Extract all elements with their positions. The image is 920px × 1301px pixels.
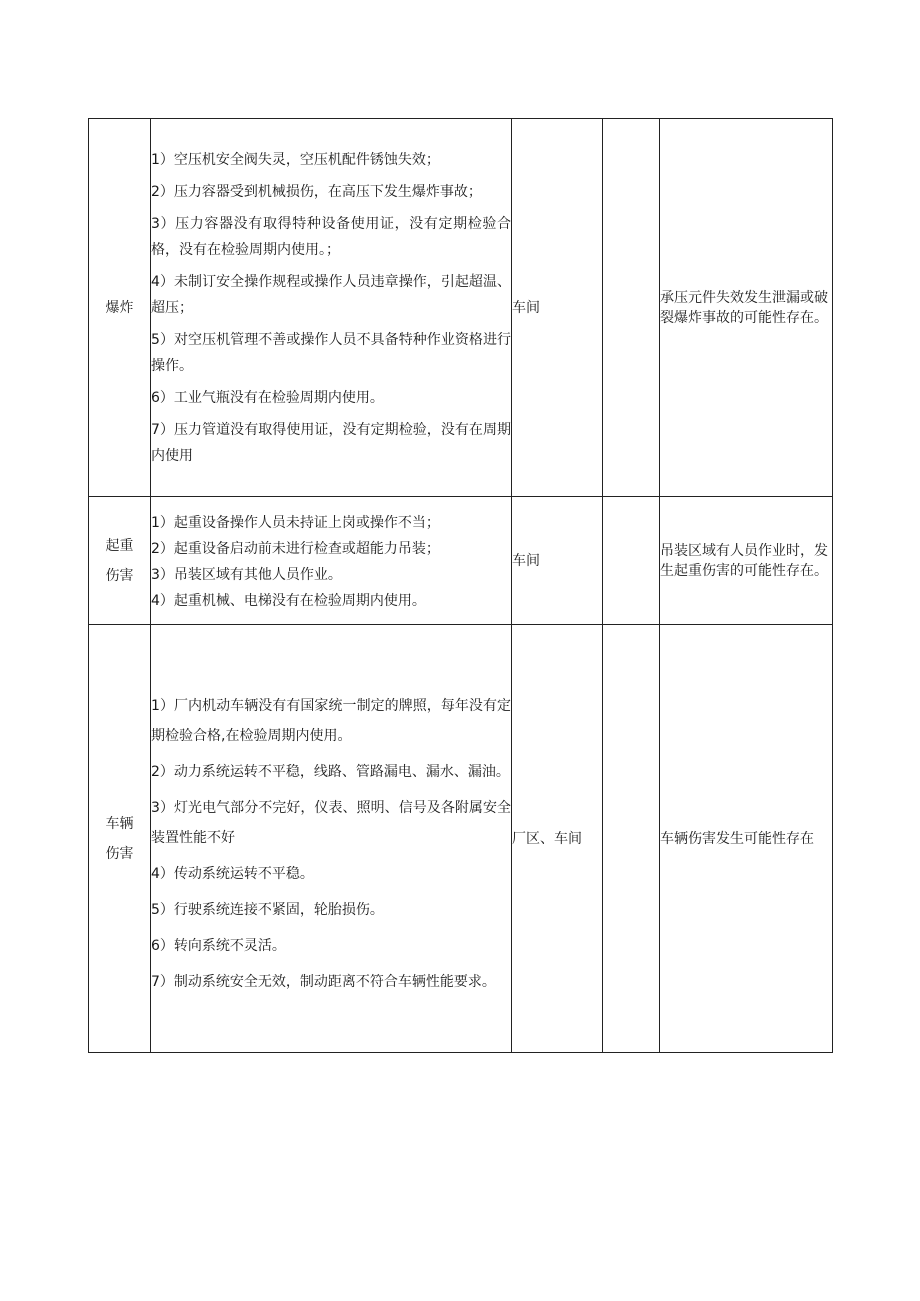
- cause-item: 3）吊装区域有其他人员作业。: [151, 567, 342, 583]
- hazard-result: 车辆伤害发生可能性存在: [660, 625, 833, 1053]
- cause-item: 7）压力管道没有取得使用证，没有定期检验，没有在周期内使用: [151, 421, 511, 464]
- cause-item: 2）压力容器受到机械损伤，在高压下发生爆炸事故；: [151, 183, 482, 200]
- hazard-location: 厂区、车间: [512, 625, 603, 1053]
- cause-item: 5）行驶系统连接不紧固，轮胎损伤。: [151, 901, 384, 918]
- cause-item: 4）未制订安全操作规程或操作人员违章操作，引起超温、超压；: [151, 273, 511, 316]
- table-row: [89, 497, 833, 625]
- cause-item: 1）空压机安全阀失灵，空压机配件锈蚀失效；: [151, 151, 440, 168]
- hazard-type: 起重伤害: [105, 537, 134, 584]
- blank-cell: [603, 625, 660, 1053]
- hazard-result: 吊装区域有人员作业时，发生起重伤害的可能性存在。: [660, 497, 833, 625]
- hazard-type-cell: [89, 497, 151, 625]
- hazard-table: [88, 118, 833, 1053]
- hazard-causes-cell: [151, 119, 512, 497]
- hazard-location: 车间: [512, 497, 603, 625]
- hazard-causes-cell: [151, 625, 512, 1053]
- cause-item: 6）工业气瓶没有在检验周期内使用。: [151, 389, 384, 406]
- blank-cell: [603, 497, 660, 625]
- blank-cell: [603, 119, 660, 497]
- cause-item: 3）压力容器没有取得特种设备使用证，没有定期检验合格，没有在检验周期内使用。；: [151, 215, 511, 258]
- cause-item: 7）制动系统安全无效，制动距离不符合车辆性能要求。: [151, 973, 496, 990]
- cause-item: 5）对空压机管理不善或操作人员不具备特种作业资格进行操作。: [151, 331, 511, 374]
- cause-item: 3）灯光电气部分不完好，仪表、照明、信号及各附属安全装置性能不好: [151, 799, 511, 846]
- hazard-type-cell: [89, 119, 151, 497]
- table-row: [89, 119, 833, 497]
- hazard-result: 承压元件失效发生泄漏或破裂爆炸事故的可能性存在。: [660, 119, 833, 497]
- cause-item: 1）厂内机动车辆没有有国家统一制定的牌照，每年没有定期检验合格,在检验周期内使用。: [151, 697, 511, 744]
- cause-item: 4）起重机械、电梯没有在检验周期内使用。: [151, 593, 426, 609]
- hazard-location: 车间: [512, 119, 603, 497]
- hazard-causes-cell: [151, 497, 512, 625]
- cause-item: 2）起重设备启动前未进行检查或超能力吊装；: [151, 541, 440, 557]
- cause-item: 1）起重设备操作人员未持证上岗或操作不当；: [151, 515, 440, 531]
- cause-item: 6）转向系统不灵活。: [151, 937, 286, 954]
- table-row: [89, 625, 833, 1053]
- hazard-type: 爆炸: [105, 299, 134, 316]
- hazard-type: 车辆伤害: [105, 815, 134, 862]
- hazard-type-cell: [89, 625, 151, 1053]
- cause-item: 4）传动系统运转不平稳。: [151, 865, 314, 882]
- cause-item: 2）动力系统运转不平稳，线路、管路漏电、漏水、漏油。: [151, 763, 510, 780]
